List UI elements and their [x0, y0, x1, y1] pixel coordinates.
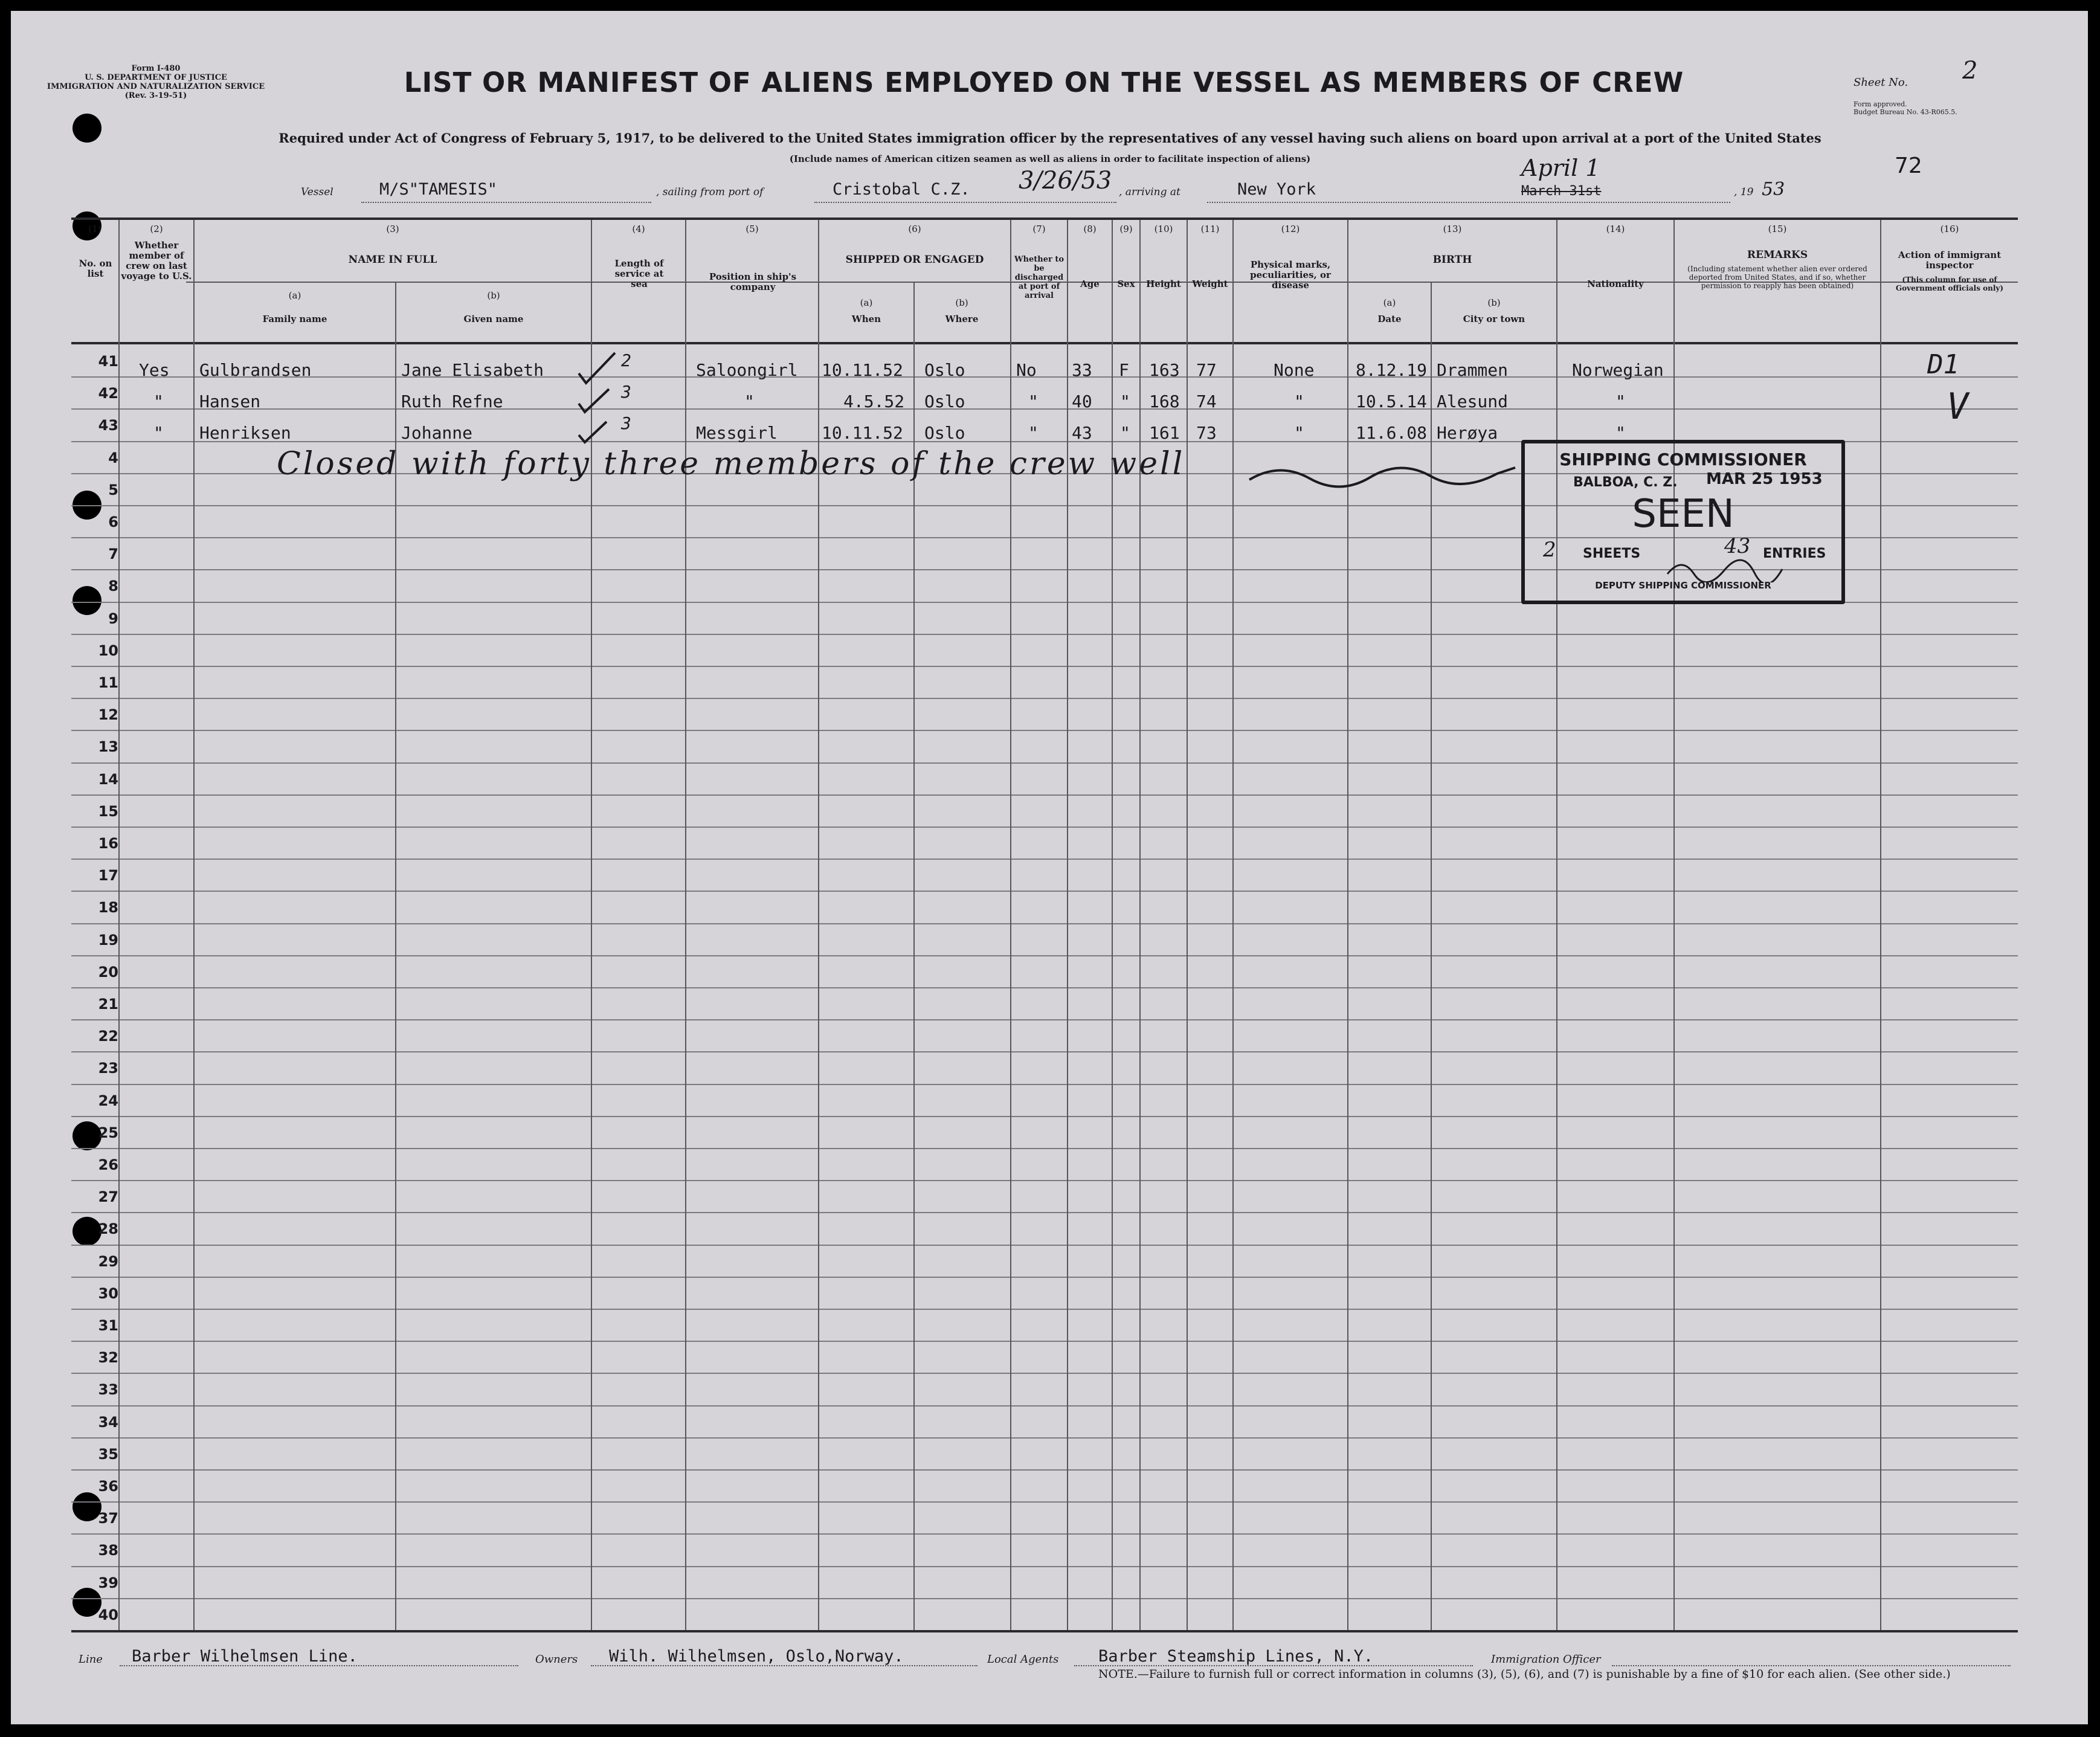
- service-years: 3: [621, 382, 631, 402]
- row-number: 24: [98, 1092, 118, 1109]
- revision: (Rev. 3-19-51): [124, 91, 187, 100]
- shipped-when: 10.11.52: [822, 423, 903, 443]
- col3-header: NAME IN FULL: [348, 254, 437, 266]
- column-rule: [818, 220, 819, 1630]
- row-rule: [71, 987, 2018, 988]
- stamp-entries-count: 43: [1724, 534, 1751, 558]
- family-name: Henriksen: [199, 423, 291, 443]
- height: 163: [1149, 360, 1180, 380]
- row-number: 22: [98, 1028, 118, 1045]
- column-rule: [1556, 220, 1557, 1630]
- row-rule: [71, 730, 2018, 731]
- col1-num: (1): [88, 224, 101, 234]
- row-number: 21: [98, 996, 118, 1013]
- row-rule: [71, 666, 2018, 667]
- discharged: ": [1028, 423, 1039, 443]
- shipping-commissioner-stamp: [1521, 440, 1845, 604]
- check-marks: [573, 349, 645, 446]
- departure-port: Cristobal C.Z.: [833, 180, 970, 199]
- given-name: Jane Elisabeth: [401, 360, 544, 380]
- col14-num: (14): [1606, 224, 1625, 234]
- crew-member-last-voyage: Yes: [139, 360, 170, 380]
- row-number: 13: [98, 738, 118, 756]
- stamp-seen: SEEN: [1632, 492, 1734, 537]
- row-number: 12: [98, 706, 118, 724]
- row-rule: [71, 1469, 2018, 1471]
- physical-marks: ": [1294, 392, 1304, 411]
- row-number: 18: [98, 899, 118, 917]
- column-rule: [1673, 220, 1675, 1630]
- col8-header: Age: [1080, 279, 1100, 289]
- row-number: 35: [98, 1445, 118, 1463]
- column-rule: [1139, 220, 1141, 1630]
- immigration-officer-label: Immigration Officer: [1491, 1653, 1601, 1666]
- col6a-num: (a): [860, 297, 873, 308]
- dotted-rule: [591, 1665, 978, 1666]
- col6b-num: (b): [955, 297, 968, 308]
- birth-city: Drammen: [1437, 360, 1509, 380]
- col4-header: Length of service at sea: [614, 258, 664, 289]
- column-rule: [1067, 220, 1068, 1630]
- age: 40: [1072, 392, 1092, 411]
- header-bottom-rule: [71, 342, 2018, 344]
- position: Saloongirl: [696, 360, 798, 380]
- handwriting-scrawl: [1243, 456, 1521, 492]
- row-number: 41: [98, 353, 118, 370]
- arrival-port: New York: [1237, 180, 1316, 199]
- row-number: 30: [98, 1284, 118, 1302]
- page-number: 72: [1895, 153, 1922, 178]
- stamp-date: MAR 25 1953: [1706, 470, 1823, 488]
- row-number: 15: [98, 802, 118, 820]
- row-number: 36: [98, 1478, 118, 1495]
- given-name: Ruth Refne: [401, 392, 503, 411]
- row-number: 17: [98, 867, 118, 885]
- row-rule: [71, 1309, 2018, 1310]
- height: 161: [1149, 423, 1180, 443]
- row-number: 33: [98, 1381, 118, 1399]
- col4-num: (4): [632, 224, 645, 234]
- col16-header: Action of immigrant inspector: [1898, 250, 2002, 271]
- column-rule: [913, 283, 915, 1630]
- position: Messgirl: [696, 423, 778, 443]
- family-name: Gulbrandsen: [199, 360, 312, 380]
- stamp-entries-label: ENTRIES: [1763, 546, 1826, 561]
- col3a-header: Family name: [262, 314, 327, 324]
- row-number: 25: [98, 1124, 118, 1141]
- row-rule: [71, 1277, 2018, 1278]
- approved-line: Form approved.: [1854, 100, 1907, 108]
- weight: 77: [1196, 360, 1217, 380]
- col3a-num: (a): [288, 290, 301, 301]
- height: 168: [1149, 392, 1180, 411]
- shipped-when: 4.5.52: [843, 392, 905, 411]
- row-number: 29: [98, 1252, 118, 1270]
- row-rule: [71, 827, 2018, 828]
- column-rule: [395, 283, 396, 1630]
- service: IMMIGRATION AND NATURALIZATION SERVICE: [47, 82, 265, 91]
- year-prefix: , 19: [1734, 186, 1754, 198]
- year: 53: [1762, 179, 1785, 200]
- col5-num: (5): [746, 224, 759, 234]
- sex: ": [1120, 392, 1130, 411]
- include-statement: (Include names of American citizen seamen as well as aliens in order to facilitate inspection of aliens): [789, 153, 1311, 164]
- row-number: 19: [98, 931, 118, 949]
- table-bottom-rule: [71, 1630, 2018, 1632]
- row-rule: [71, 1148, 2018, 1149]
- row-rule: [71, 923, 2018, 924]
- weight: 74: [1196, 392, 1217, 411]
- row-rule: [71, 698, 2018, 699]
- row-number: 11: [98, 674, 118, 691]
- column-rule: [1232, 220, 1234, 1630]
- physical-marks: ": [1294, 423, 1304, 443]
- weight: 73: [1196, 423, 1217, 443]
- col13a-header: Date: [1377, 314, 1402, 324]
- column-rule: [1187, 220, 1188, 1630]
- shipped-where: Oslo: [924, 360, 965, 380]
- owners-label: Owners: [535, 1653, 578, 1666]
- age: 43: [1072, 423, 1092, 443]
- discharged: No: [1016, 360, 1037, 380]
- crew-member-last-voyage: ": [153, 392, 164, 411]
- row-number: 42: [98, 385, 118, 402]
- col15-subheader: (Including statement whether alien ever ordered deported from United States, and if so, whether permission to reapply has been obtained): [1687, 265, 1867, 290]
- col3b-num: (b): [487, 290, 500, 301]
- col16-subheader: (This column for use of Government officials only): [1895, 276, 2004, 292]
- footer-note: NOTE.—Failure to furnish full or correct information in columns (3), (5), (6), and (7) is punishable by a fine of $10 for each alien. (See other side.): [1098, 1668, 1951, 1681]
- row-number: 20: [98, 963, 118, 981]
- stamp-signature: [1664, 556, 1785, 582]
- row-rule: [71, 408, 2018, 410]
- birth-date: 8.12.19: [1356, 360, 1428, 380]
- col11-num: (11): [1200, 224, 1220, 234]
- row-number: 28: [98, 1220, 118, 1238]
- row-number: 43: [98, 417, 118, 434]
- row-number: 23: [98, 1060, 118, 1077]
- age: 33: [1072, 360, 1092, 380]
- row-number: 10: [98, 642, 118, 659]
- row-rule: [71, 1437, 2018, 1439]
- column-rule: [685, 220, 686, 1630]
- departure-date-handwritten: 3/26/53: [1019, 167, 1112, 195]
- arrival-date-typed: March 31st: [1521, 184, 1602, 199]
- sex: ": [1120, 423, 1130, 443]
- row-rule: [71, 1116, 2018, 1117]
- shipped-when: 10.11.52: [822, 360, 903, 380]
- nationality: ": [1615, 423, 1626, 443]
- row-number: 39: [98, 1574, 118, 1591]
- check-mark-icon: [579, 353, 615, 383]
- row-number: 38: [98, 1542, 118, 1559]
- row-number: 31: [98, 1317, 118, 1334]
- col9-header: Sex: [1117, 279, 1135, 289]
- physical-marks: None: [1274, 360, 1315, 380]
- stamp-place: BALBOA, C. Z.: [1573, 475, 1678, 490]
- row-number: 32: [98, 1349, 118, 1367]
- required-statement: Required under Act of Congress of February 5, 1917, to be delivered to the United States immigration officer by the representatives of any vessel having such aliens on board upon arrival at a port of the United States: [279, 131, 1821, 146]
- row-number: 4: [108, 449, 118, 466]
- row-number: 8: [108, 578, 118, 595]
- local-agents: Barber Steamship Lines, N.Y.: [1098, 1647, 1374, 1666]
- form-number: Form I-480: [131, 64, 181, 73]
- form-approved: [1854, 100, 1957, 116]
- handwritten-closing-note: Closed with forty three members of the crew well: [277, 446, 1185, 482]
- row-number: 6: [108, 514, 118, 530]
- col7-num: (7): [1032, 224, 1046, 234]
- col15-header: REMARKS: [1747, 249, 1808, 261]
- family-name: Hansen: [199, 392, 261, 411]
- column-rule: [1112, 220, 1113, 1630]
- row-rule: [71, 1084, 2018, 1085]
- punch-hole: [72, 114, 101, 143]
- col2-num: (2): [150, 224, 163, 234]
- col11-header: Weight: [1192, 279, 1228, 289]
- column-rule: [118, 220, 120, 1630]
- check-mark-icon: [579, 422, 607, 442]
- birth-date: 11.6.08: [1356, 423, 1428, 443]
- row-rule: [71, 762, 2018, 764]
- col13-num: (13): [1443, 224, 1462, 234]
- row-number: 9: [108, 610, 118, 627]
- col5-header: Position in ship's company: [709, 271, 797, 292]
- col6-header: SHIPPED OR ENGAGED: [845, 254, 984, 266]
- dotted-rule: [1612, 1665, 2011, 1666]
- col7-header: Whether to be discharged at port of arrival: [1014, 255, 1064, 300]
- row-rule: [71, 859, 2018, 860]
- col13-header: BIRTH: [1432, 254, 1472, 266]
- column-rule: [193, 220, 195, 1630]
- crew-member-last-voyage: ": [153, 423, 164, 443]
- dotted-rule: [814, 202, 1116, 203]
- arrival-date-handwritten: April 1: [1521, 155, 1600, 181]
- col13b-num: (b): [1487, 297, 1501, 308]
- shipping-line: Barber Wilhelmsen Line.: [132, 1647, 358, 1666]
- row-rule: [71, 891, 2018, 892]
- form-identifier: [35, 64, 277, 100]
- birth-date: 10.5.14: [1356, 392, 1428, 411]
- dotted-rule: [120, 1665, 518, 1666]
- row-rule: [71, 1501, 2018, 1503]
- row-number: 14: [98, 770, 118, 788]
- stamp-title: SHIPPING COMMISSIONER: [1559, 450, 1807, 469]
- row-number: 37: [98, 1510, 118, 1527]
- col3-num: (3): [386, 224, 399, 234]
- row-rule: [71, 794, 2018, 796]
- col12-header: Physical marks, peculiarities, or disease: [1250, 259, 1331, 291]
- col13a-num: (a): [1383, 297, 1396, 308]
- row-rule: [71, 1051, 2018, 1052]
- row-number: 7: [108, 546, 118, 563]
- position: ": [744, 392, 755, 411]
- inspector-action: D1: [1927, 349, 1959, 380]
- row-rule: [71, 1373, 2018, 1374]
- col9-num: (9): [1119, 224, 1133, 234]
- col1-header: No. on list: [79, 258, 112, 279]
- row-rule: [71, 1533, 2018, 1535]
- shipped-where: Oslo: [924, 392, 965, 411]
- manifest-sheet: [11, 11, 2088, 1724]
- dotted-rule: [1207, 202, 1730, 203]
- row-number: 5: [108, 481, 118, 498]
- row-number: 27: [98, 1188, 118, 1206]
- stamp-sheets-count: 2: [1543, 538, 1556, 562]
- sailing-label: , sailing from port of: [656, 186, 764, 198]
- given-name: Johanne: [401, 423, 473, 443]
- sheet-number: 2: [1962, 57, 1978, 85]
- discharged: ": [1028, 392, 1039, 411]
- column-rule: [1880, 220, 1881, 1630]
- row-rule: [71, 1566, 2018, 1567]
- row-number: 16: [98, 835, 118, 852]
- stamp-deputy: DEPUTY SHIPPING COMMISSIONER: [1595, 580, 1771, 591]
- col8-num: (8): [1083, 224, 1097, 234]
- col15-num: (15): [1768, 224, 1787, 234]
- row-number: 26: [98, 1156, 118, 1173]
- shipped-where: Oslo: [924, 423, 965, 443]
- row-rule: [71, 634, 2018, 635]
- row-rule: [71, 1341, 2018, 1342]
- inspector-action: V: [1947, 385, 1969, 428]
- row-rule: [71, 1019, 2018, 1020]
- col10-header: Height: [1146, 279, 1181, 289]
- row-rule: [71, 1405, 2018, 1407]
- table-top-rule: [71, 218, 2018, 220]
- col6-num: (6): [908, 224, 921, 234]
- col6a-header: When: [851, 314, 881, 324]
- col14-header: Nationality: [1587, 279, 1644, 289]
- sheet-label: Sheet No.: [1854, 76, 1908, 89]
- row-rule: [71, 1598, 2018, 1599]
- column-rule: [1347, 220, 1348, 1630]
- nationality: Norwegian: [1572, 360, 1664, 380]
- birth-city: Alesund: [1437, 392, 1509, 411]
- col12-num: (12): [1281, 224, 1300, 234]
- col2-header: Whether member of crew on last voyage to U.S.: [121, 240, 192, 282]
- birth-city: Herøya: [1437, 423, 1498, 443]
- row-rule: [71, 955, 2018, 956]
- dotted-rule: [361, 202, 651, 203]
- agents-label: Local Agents: [987, 1653, 1059, 1666]
- col13b-header: City or town: [1463, 314, 1525, 324]
- service-years: 2: [621, 350, 631, 370]
- column-rule: [1010, 220, 1011, 1630]
- col16-num: (16): [1940, 224, 1959, 234]
- nationality: ": [1615, 392, 1626, 411]
- col3b-header: Given name: [463, 314, 524, 324]
- department: U. S. DEPARTMENT OF JUSTICE: [85, 73, 227, 82]
- budget-line: Budget Bureau No. 43-R065.5.: [1854, 108, 1957, 116]
- check-mark-icon: [579, 389, 609, 412]
- line-label: Line: [79, 1653, 103, 1666]
- document-title: LIST OR MANIFEST OF ALIENS EMPLOYED ON THE VESSEL AS MEMBERS OF CREW: [404, 66, 1684, 98]
- col10-num: (10): [1154, 224, 1173, 234]
- row-number: 34: [98, 1413, 118, 1431]
- row-rule: [71, 376, 2018, 378]
- arriving-label: , arriving at: [1119, 186, 1180, 198]
- row-rule: [71, 1180, 2018, 1181]
- stamp-sheets-label: SHEETS: [1583, 546, 1641, 561]
- dotted-rule: [1074, 1665, 1473, 1666]
- owners: Wilh. Wilhelmsen, Oslo,Norway.: [609, 1647, 904, 1666]
- row-number: 40: [98, 1606, 118, 1623]
- row-rule: [71, 1212, 2018, 1213]
- col6b-header: Where: [945, 314, 979, 324]
- vessel-name: M/S"TAMESIS": [379, 180, 498, 199]
- sex: F: [1119, 360, 1129, 380]
- service-years: 3: [621, 413, 631, 433]
- vessel-label: Vessel: [301, 186, 333, 198]
- row-rule: [71, 1245, 2018, 1246]
